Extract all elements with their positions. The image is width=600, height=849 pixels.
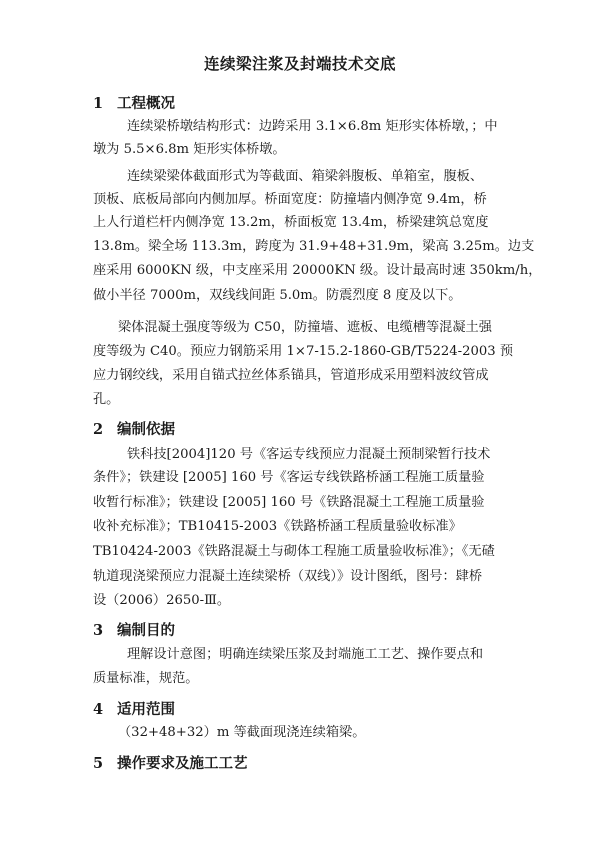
paragraph-line: 条件》；铁建设 [2005] 160 号《客运专线铁路桥涵工程施工质量验 xyxy=(93,470,485,485)
section-heading-4 xyxy=(93,698,175,719)
section-title: 编制目的 xyxy=(117,622,175,639)
paragraph-line: 墩为 5.5×6.8m 矩形实体桥墩。 xyxy=(93,142,286,157)
paragraph-line: 轨道现浇梁预应力混凝土连续梁桥（双线）》设计图纸，图号：肆桥 xyxy=(93,569,483,584)
paragraph-line: 孔。 xyxy=(93,392,120,407)
paragraph-line: 度等级为 C40。预应力钢筋采用 1×7-15.2-1860-GB/T5224-2003 预 xyxy=(93,344,514,359)
section-heading-3 xyxy=(93,619,175,640)
paragraph-line: 座采用 6000KN 级，中支座采用 20000KN 级。设计最高时速 350km/h， xyxy=(93,263,542,278)
paragraph-line: 应力钢绞线，采用自锚式拉丝体系锚具，管道形成采用塑料波纹管成 xyxy=(93,368,489,383)
paragraph-line: 梁体混凝土强度等级为 C50，防撞墙、遮板、电缆槽等混凝土强 xyxy=(118,320,492,335)
paragraph-line: 收补充标准》；TB10415-2003《铁路桥涵工程质量验收标准》 xyxy=(93,519,462,534)
paragraph-line: （32+48+32）m 等截面现浇连续箱梁。 xyxy=(118,725,366,740)
paragraph-line: 连续梁桥墩结构形式：边跨采用 3.1×6.8m 矩形实体桥墩，；中 xyxy=(127,119,498,134)
section-heading-5 xyxy=(93,752,248,773)
section-title: 编制依据 xyxy=(117,421,175,438)
paragraph-line: 设（2006）2650-Ⅲ。 xyxy=(93,593,231,608)
section-number: 3 xyxy=(93,622,104,639)
section-heading-2 xyxy=(93,418,175,439)
paragraph-line: 铁科技[2004]120 号《客运专线预应力混凝土预制梁暂行技术 xyxy=(127,447,491,462)
section-title: 适用范围 xyxy=(117,701,175,718)
section-number: 2 xyxy=(93,421,104,438)
paragraph-line: TB10424-2003《铁路混凝土与砌体工程施工质量验收标准》；《无碴 xyxy=(93,544,495,559)
section-number: 4 xyxy=(93,701,104,718)
paragraph-line: 13.8m。梁全场 113.3m，跨度为 31.9+48+31.9m，梁高 3.25m。边支 xyxy=(93,239,535,254)
paragraph-line: 上人行道栏杆内侧净宽 13.2m，桥面板宽 13.4m，桥梁建筑总宽度 xyxy=(93,215,489,230)
document-title: 连续梁注浆及封端技术交底 xyxy=(203,54,396,73)
paragraph-line: 连续梁梁体截面形式为等截面、箱梁斜腹板、单箱室，腹板、 xyxy=(127,169,484,184)
paragraph-line: 理解设计意图；明确连续梁压浆及封端施工工艺、操作要点和 xyxy=(127,647,484,662)
section-title: 工程概况 xyxy=(117,95,175,112)
section-title: 操作要求及施工工艺 xyxy=(117,755,248,772)
section-heading-1 xyxy=(93,92,175,113)
section-number: 5 xyxy=(93,755,104,772)
section-number: 1 xyxy=(93,95,104,112)
paragraph-line: 做小半径 7000m，双线线间距 5.0m。防震烈度 8 度及以下。 xyxy=(93,288,462,303)
paragraph-line: 质量标准，规范。 xyxy=(93,671,199,686)
paragraph-line: 顶板、底板局部向内侧加厚。桥面宽度：防撞墙内侧净宽 9.4m，桥 xyxy=(93,192,487,207)
paragraph-line: 收暂行标准》；铁建设 [2005] 160 号《铁路混凝土工程施工质量验 xyxy=(93,495,485,510)
